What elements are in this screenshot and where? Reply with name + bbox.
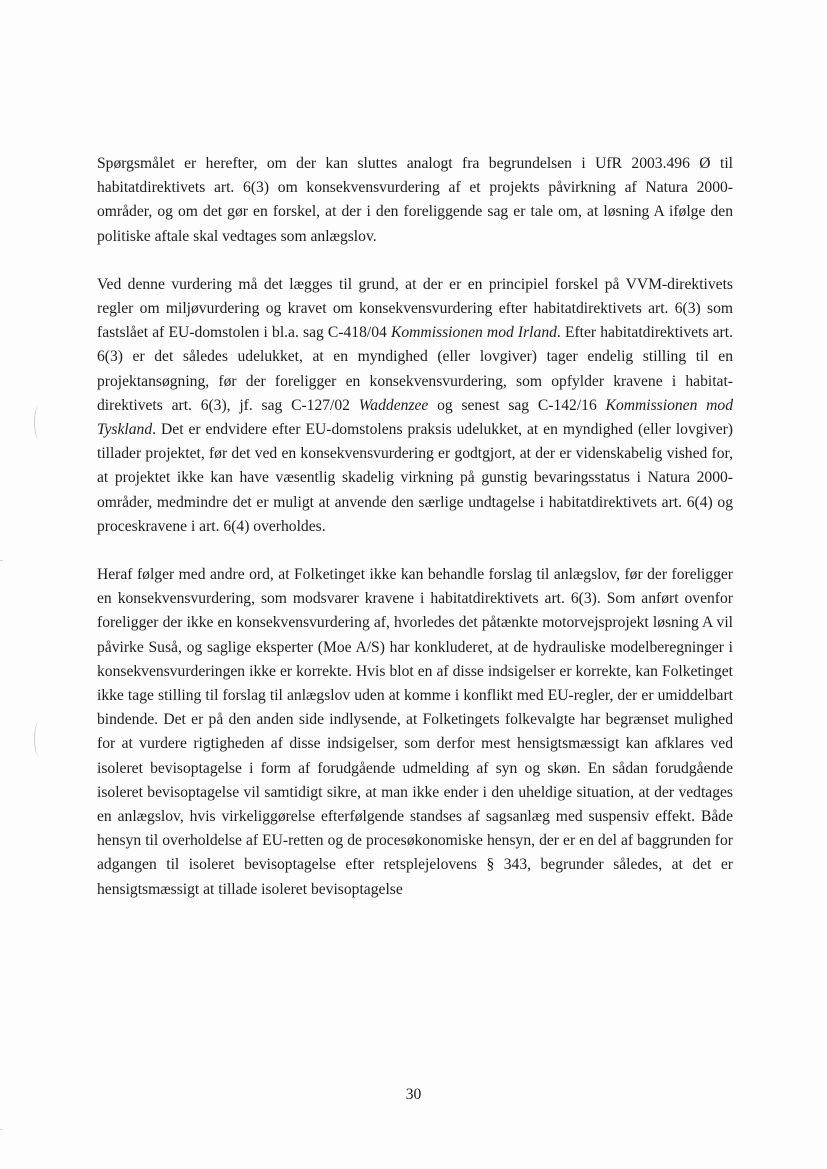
punch-hole-mark bbox=[34, 722, 44, 756]
text-segment: . Efter habitatdirektivets art. 6(3) er det således udelukket, at en myndighed (eller lovgiver) tager endelig stilling til en projektansøgning, før der foreligger en konsekvensvurdering, som opfylder kravene i habitat-direktivets art. 6(3), jf. sag C-127/02 bbox=[97, 324, 733, 414]
text-segment: . Det er endvidere efter EU-domstolens praksis udelukket, at en myndighed (eller lovgiver) tillader projektet, før det ved en konsekvensvurdering er godtgjort, at der er videnskabelig vished for, at projektet ikke kan have væsentlig skadelig virkning på gunstig bevaringsstatus i Natura 2000-områder, medmindre det er muligt at anvende den særlige undtagelse i habitatdirektivets art. 6(4) og proceskravene i art. 6(4) overholdes. bbox=[97, 421, 733, 535]
scan-edge-mark bbox=[0, 1129, 3, 1130]
text-segment: og senest sag C-142/16 bbox=[428, 396, 606, 414]
page-number: 30 bbox=[405, 1086, 422, 1103]
paragraph bbox=[97, 273, 733, 539]
punch-hole-mark bbox=[34, 405, 44, 439]
text-segment: Ved denne vurdering må det lægges til grund, at der er en principiel forskel på VVM-direktivets regler om miljøvurdering og kravet om konsekvensvurdering efter habitatdirektivets art. 6(3) som fastslået af EU-domstolen i bl.a. sag C-418/04 bbox=[97, 275, 733, 342]
text-segment: Spørgsmålet er herefter, om der kan sluttes analogt fra begrundelsen i UfR 2003.496 Ø til habitatdirektivets art. 6(3) om konsekvensvurdering af et projekts påvirkning af Natura 2000-områder, og om det gør en forskel, at der i den foreliggende sag er tale om, at løsning A ifølge den politiske aftale skal vedtages som anlægslov. bbox=[97, 155, 733, 245]
text-segment: Heraf følger med andre ord, at Folketinget ikke kan behandle forslag til anlægslov, før der foreligger en konsekvensvurdering, som modsvarer kravene i habitatdirektivets art. 6(3). Som anført ovenfor foreligger der ikke en konsekvensvurdering af, hvorledes det påtænkte motorvejsprojekt løsning A vil påvirke Suså, og saglige eksperter (Moe A/S) har konkluderet, at de hydrauliske modelberegninger i konsekvensvurderingen ikke er korrekte. Hvis blot en af disse indsigelser er korrekte, kan Folketinget ikke tage stilling til forslag til anlægslov uden at komme i konflikt med EU-regler, der er umiddelbart bindende. Det er på den anden side indlysende, at Folketingets folkevalgte har begrænset mulighed for at vurdere rigtigheden af disse indsigelser, som derfor mest hensigtsmæssigt kan afklares ved isoleret bevisoptagelse i form af forudgående udmelding af syn og skøn. En sådan forudgående isoleret bevisoptagelse vil samtidigt sikre, at man ikke ender i den uheldige situation, at der vedtages en anlægslov, hvis virkeliggørelse efterfølgende standses af sagsanlæg med suspensiv effekt. Både hensyn til overholdelse af EU-retten og de procesøkonomiske hensyn, der er en del af baggrunden for adgangen til isoleret bevisoptagelse efter retsplejelovens § 343, begrunder således, at det er hensigtsmæssigt at tillade isoleret bevisoptagelse bbox=[97, 566, 733, 898]
document-body bbox=[97, 152, 733, 926]
paragraph bbox=[97, 563, 733, 902]
scan-edge-mark bbox=[0, 560, 3, 561]
paragraph bbox=[97, 152, 733, 249]
case-name: Kommissionen mod Irland bbox=[390, 324, 557, 342]
case-name: Kommissionen mod Tyskland bbox=[97, 396, 733, 439]
case-name: Waddenzee bbox=[358, 396, 429, 414]
